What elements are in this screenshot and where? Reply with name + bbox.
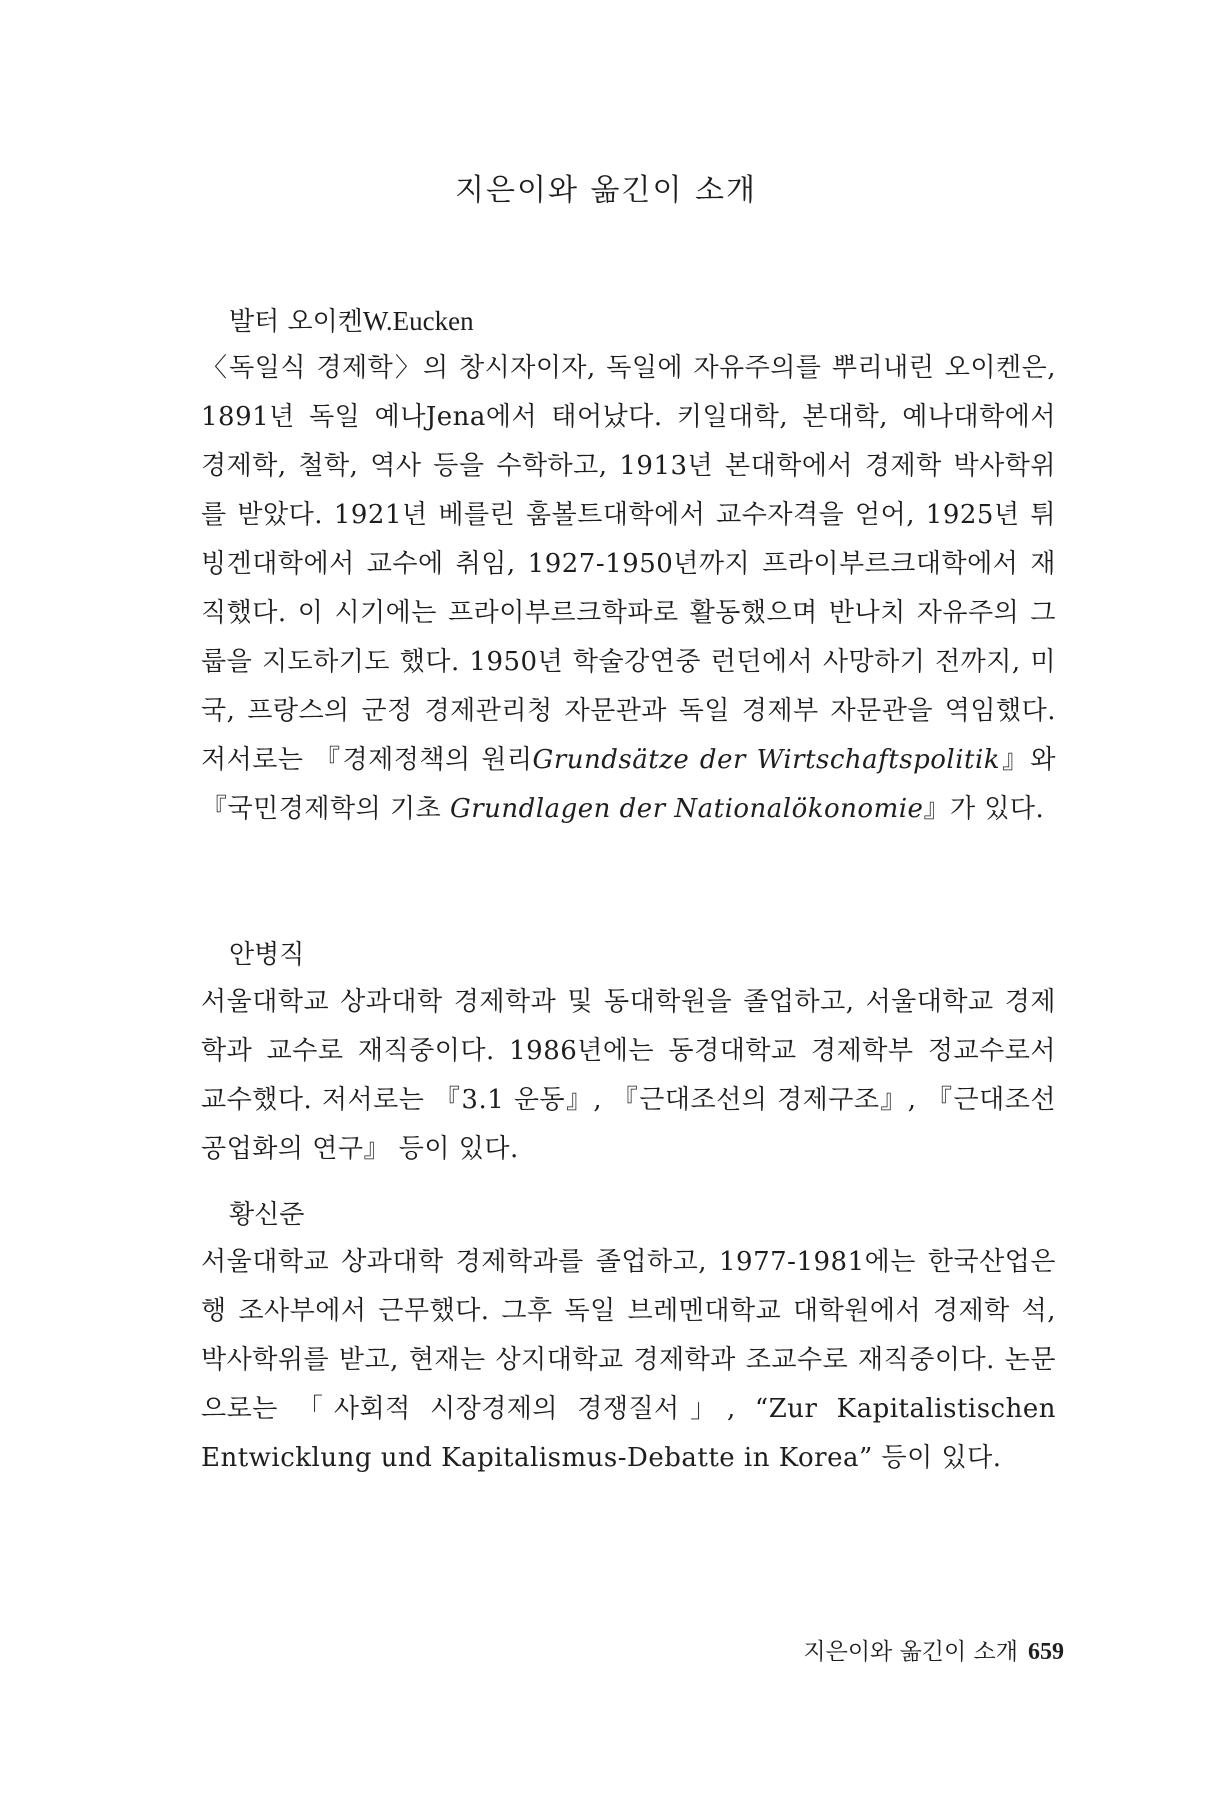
translator-name: 황신준 <box>229 1200 305 1230</box>
page-title: 지은이와 옮긴이 소개 <box>455 173 757 208</box>
author-bio <box>201 344 1056 834</box>
page-footer <box>803 1633 1064 1666</box>
author-name-korean: 발터 오이켄 <box>229 307 363 337</box>
author-bio-text-end: 』가 있다. <box>923 794 1045 824</box>
author-name <box>229 298 1056 344</box>
translator-name: 안병직 <box>229 940 305 970</box>
book-title-grundlagen: Grundlagen der Nationalökonomie <box>449 794 924 824</box>
translator-section-hwang <box>201 1192 1056 1483</box>
translator-bio: 서울대학교 상과대학 경제학과를 졸업하고, 1977-1981에는 한국산업은행 조사부에서 근무했다. 그후 독일 브레멘대학교 대학원에서 경제학 석, 박사학위를 받고, 현재는 상지대학교 경제학과 조교수로 재직중이다. 논문으로는 「사회적 시장경제의 경쟁질서」, “Zur Kapitalistischen Entwicklung und Kapitalismus-Debatte in Korea” 등이 있다. <box>201 1247 1056 1473</box>
page-number: 659 <box>1028 1639 1064 1665</box>
author-name-latin: W.Eucken <box>362 306 474 336</box>
translator-bio: 서울대학교 상과대학 경제학과 및 동대학원을 졸업하고, 서울대학교 경제학과 교수로 재직중이다. 1986년에는 동경대학교 경제학부 정교수로서 교수했다. 저서로는 『3.1 운동』, 『근대조선의 경제구조』, 『근대조선공업화의 연구』 등이 있다. <box>201 987 1056 1164</box>
book-title-grundsaetze: Grundsätze der Wirtschaftspolitik <box>532 745 1001 775</box>
translator-section-ahn <box>201 932 1056 1174</box>
author-section-eucken <box>201 298 1056 834</box>
author-bio-text-mid: 』와 『국민경제학의 기초 <box>201 745 1056 824</box>
author-bio-text: 〈독일식 경제학〉의 창시자이자, 독일에 자유주의를 뿌리내린 오이켄은, 1891년 독일 예나Jena에서 태어났다. 키일대학, 본대학, 예나대학에서 경제학, 철학, 역사 등을 수학하고, 1913년 본대학에서 경제학 박사학위를 받았다. 1921년 베를린 훔볼트대학에서 교수자격을 얻어, 1925년 튀빙겐대학에서 교수에 취임, 1927-1950년까지 프라이부르크대학에서 재직했다. 이 시기에는 프라이부르크학파로 활동했으며 반나치 자유주의 그룹을 지도하기도 했다. 1950년 학술강연중 런던에서 사망하기 전까지, 미국, 프랑스의 군정 경제관리청 자문관과 독일 경제부 자문관을 역임했다. 저서로는 『경제정책의 원리 <box>201 353 1056 775</box>
running-title: 지은이와 옮긴이 소개 <box>803 1639 1018 1665</box>
